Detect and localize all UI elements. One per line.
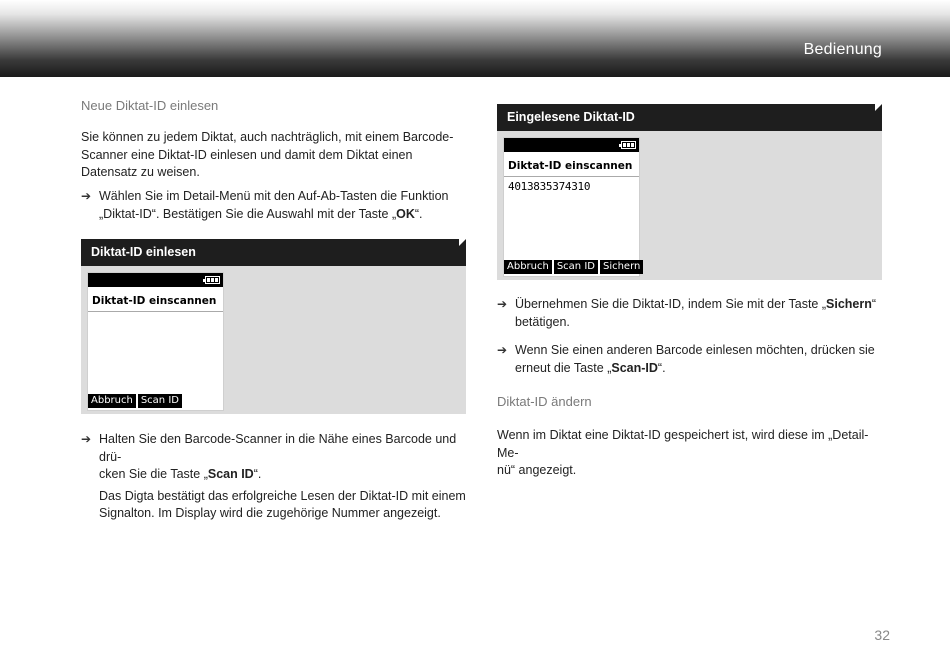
header-title: Bedienung [803, 41, 882, 58]
arrow-right-icon: ➔ [81, 432, 92, 446]
arrow-right-icon: ➔ [497, 297, 508, 311]
bullet-rescan [497, 342, 882, 377]
battery-icon [621, 141, 636, 149]
bullet-line: Übernehmen Sie die Diktat-ID, indem Sie mit der Taste „Sichern“ [515, 297, 877, 311]
panel-title: Diktat-ID einlesen [81, 239, 466, 266]
paragraph-line: Wenn im Diktat eine Diktat-ID gespeichert ist, wird diese im „Detail-Me- [497, 428, 869, 460]
device-softkeys [504, 260, 643, 274]
softkey-sichern[interactable]: Sichern [600, 260, 643, 274]
battery-icon [205, 276, 220, 284]
bullet-line: cken Sie die Taste „Scan ID“. [99, 467, 262, 481]
arrow-right-icon: ➔ [81, 189, 92, 203]
bullet-select-function [81, 188, 466, 223]
bullet-line: betätigen. [515, 314, 570, 329]
bullet-follow-line: Das Digta bestätigt das erfolgreiche Lesen der Diktat-ID mit einem [99, 488, 466, 503]
page-header [0, 0, 950, 77]
bullet-line: Wenn Sie einen anderen Barcode einlesen möchten, drücken sie [515, 343, 875, 357]
bullet-hold-scanner [81, 431, 471, 523]
device-menu-label: Diktat-ID einscannen [92, 295, 217, 307]
arrow-right-icon: ➔ [497, 343, 508, 357]
intro-paragraph: Sie können zu jedem Diktat, auch nachträglich, mit einem Barcode-Scanner eine Diktat-ID einlesen und damit dem Diktat einen Datensatz zu weisen. [81, 130, 454, 179]
paragraph-line: nü“ angezeigt. [497, 463, 577, 477]
softkey-scan-id[interactable]: Scan ID [554, 260, 598, 274]
panel-diktat-id-einlesen [81, 239, 466, 414]
bullet-follow-line: Signalton. Im Display wird die zugehörige Nummer angezeigt. [99, 506, 441, 520]
page-number: 32 [874, 627, 890, 643]
panel-title: Eingelesene Diktat-ID [497, 104, 882, 131]
device-status-bar [504, 138, 639, 152]
panel-eingelesene-diktat-id [497, 104, 882, 280]
softkey-scan-id[interactable]: Scan ID [138, 394, 182, 408]
device-softkeys [88, 394, 182, 408]
section-title-change-id: Diktat-ID ändern [497, 394, 592, 409]
device-divider [88, 311, 223, 312]
device-screen [503, 137, 640, 277]
bullet-line: erneut die Taste „Scan-ID“. [515, 360, 666, 375]
softkey-abbruch[interactable]: Abbruch [504, 260, 552, 274]
bullet-save-id [497, 296, 882, 331]
change-id-paragraph [497, 427, 887, 480]
bullet-line: Halten Sie den Barcode-Scanner in die Nähe eines Barcode und drü- [99, 432, 457, 464]
device-status-bar [88, 273, 223, 287]
device-menu-label: Diktat-ID einscannen [508, 160, 633, 172]
scanned-id-number: 4013835374310 [508, 180, 591, 193]
bullet-line: „Diktat-ID“. Bestätigen Sie die Auswahl mit der Taste „OK“. [99, 206, 423, 221]
bullet-line: Wählen Sie im Detail-Menü mit den Auf-Ab-Tasten die Funktion [99, 189, 449, 203]
device-divider [504, 176, 639, 177]
device-screen [87, 272, 224, 411]
softkey-abbruch[interactable]: Abbruch [88, 394, 136, 408]
section-title-new-id: Neue Diktat-ID einlesen [81, 98, 219, 113]
